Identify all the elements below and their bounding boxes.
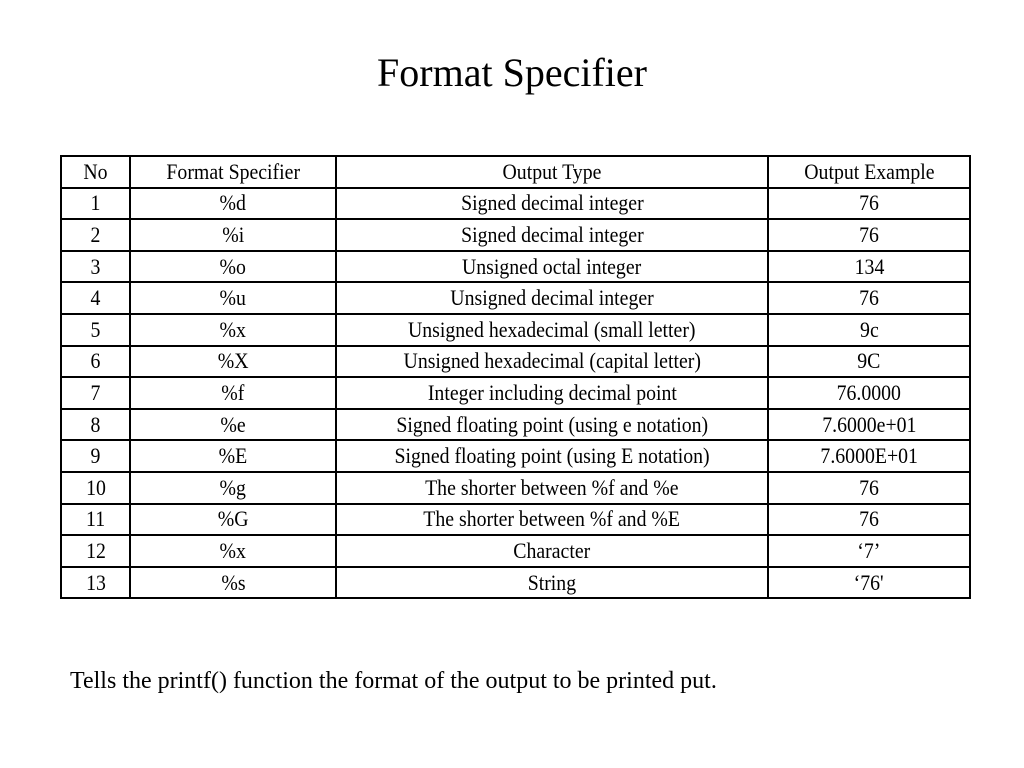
format-specifier-cell-text: %g xyxy=(219,474,247,500)
format-specifier-cell xyxy=(130,346,336,378)
format-specifier-cell-text: %u xyxy=(219,285,247,311)
format-specifier-cell xyxy=(130,314,336,346)
output-example-cell xyxy=(768,188,970,220)
output-example-cell-text: ‘7’ xyxy=(857,537,881,563)
row-number-cell-text: 13 xyxy=(85,569,106,595)
output-example-cell-text: 76 xyxy=(859,506,879,532)
output-type-cell-text: Character xyxy=(513,537,591,563)
table-row xyxy=(61,219,970,251)
output-type-cell-text: Unsigned octal integer xyxy=(462,253,642,279)
output-example-cell-text: 76 xyxy=(859,474,879,500)
output-type-cell xyxy=(336,314,768,346)
header-no xyxy=(61,156,130,188)
table-row xyxy=(61,188,970,220)
output-type-cell xyxy=(336,188,768,220)
row-number-cell-text: 1 xyxy=(90,190,101,216)
format-specifier-cell xyxy=(130,377,336,409)
row-number-cell xyxy=(61,251,130,283)
format-specifier-cell-text: %s xyxy=(220,569,246,595)
header-no-text: No xyxy=(83,158,108,184)
output-type-cell-text: String xyxy=(527,569,577,595)
output-type-cell xyxy=(336,377,768,409)
format-specifier-cell xyxy=(130,282,336,314)
output-type-cell-text: Signed floating point (using e notation) xyxy=(396,411,708,437)
header-format-specifier-text: Format Specifier xyxy=(166,158,300,184)
row-number-cell xyxy=(61,472,130,504)
output-type-cell-text: Unsigned hexadecimal (capital letter) xyxy=(403,348,701,374)
table-body xyxy=(61,188,970,599)
row-number-cell xyxy=(61,504,130,536)
output-type-cell xyxy=(336,219,768,251)
output-example-cell-text: 76 xyxy=(859,190,879,216)
output-type-cell xyxy=(336,440,768,472)
header-row xyxy=(61,156,970,188)
table-header xyxy=(61,156,970,188)
table-row xyxy=(61,504,970,536)
format-specifier-cell-text: %d xyxy=(219,190,247,216)
row-number-cell xyxy=(61,219,130,251)
output-type-cell xyxy=(336,282,768,314)
output-type-cell-text: The shorter between %f and %E xyxy=(423,506,681,532)
output-example-cell-text: 134 xyxy=(854,253,884,279)
row-number-cell xyxy=(61,314,130,346)
format-specifier-cell xyxy=(130,219,336,251)
footnote: Tells the printf() function the format of the output to be printed put. xyxy=(70,668,717,694)
row-number-cell xyxy=(61,535,130,567)
table-row xyxy=(61,377,970,409)
header-output-type xyxy=(336,156,768,188)
output-example-cell xyxy=(768,409,970,441)
row-number-cell-text: 3 xyxy=(90,253,101,279)
output-example-cell xyxy=(768,440,970,472)
output-example-cell xyxy=(768,377,970,409)
output-example-cell-text: 7.6000e+01 xyxy=(821,411,917,437)
format-specifier-table xyxy=(60,155,971,599)
row-number-cell-text: 5 xyxy=(90,316,101,342)
output-type-cell-text: Unsigned decimal integer xyxy=(450,285,654,311)
format-specifier-cell-text: %i xyxy=(221,221,244,247)
row-number-cell-text: 2 xyxy=(90,221,101,247)
output-example-cell-text: 7.6000E+01 xyxy=(820,443,918,469)
output-example-cell xyxy=(768,567,970,599)
output-example-cell xyxy=(768,282,970,314)
row-number-cell-text: 9 xyxy=(90,443,101,469)
output-type-cell-text: Unsigned hexadecimal (small letter) xyxy=(408,316,696,342)
output-example-cell-text: 76 xyxy=(859,285,879,311)
row-number-cell-text: 10 xyxy=(85,474,106,500)
output-type-cell-text: Signed decimal integer xyxy=(460,190,644,216)
output-type-cell xyxy=(336,472,768,504)
output-type-cell-text: The shorter between %f and %e xyxy=(425,474,679,500)
format-specifier-cell-text: %e xyxy=(220,411,246,437)
format-specifier-cell-text: %G xyxy=(217,506,249,532)
row-number-cell-text: 11 xyxy=(85,506,106,532)
row-number-cell-text: 8 xyxy=(90,411,101,437)
row-number-cell xyxy=(61,282,130,314)
row-number-cell-text: 12 xyxy=(85,537,106,563)
row-number-cell xyxy=(61,409,130,441)
output-example-cell-text: 76 xyxy=(859,221,879,247)
table-row xyxy=(61,251,970,283)
format-specifier-cell-text: %E xyxy=(218,443,248,469)
output-type-cell xyxy=(336,409,768,441)
format-specifier-cell xyxy=(130,188,336,220)
format-specifier-cell-text: %f xyxy=(221,379,245,405)
format-specifier-cell xyxy=(130,440,336,472)
row-number-cell-text: 4 xyxy=(90,285,101,311)
header-output-example-text: Output Example xyxy=(803,158,935,184)
table-row xyxy=(61,472,970,504)
output-example-cell-text: 76.0000 xyxy=(836,379,902,405)
output-type-cell xyxy=(336,535,768,567)
output-example-cell xyxy=(768,251,970,283)
output-type-cell xyxy=(336,567,768,599)
row-number-cell xyxy=(61,188,130,220)
output-example-cell xyxy=(768,346,970,378)
table-row xyxy=(61,282,970,314)
format-specifier-cell-text: %x xyxy=(219,537,247,563)
output-example-cell xyxy=(768,219,970,251)
output-type-cell-text: Signed decimal integer xyxy=(460,221,644,247)
header-output-example xyxy=(768,156,970,188)
header-output-type-text: Output Type xyxy=(502,158,602,184)
output-example-cell xyxy=(768,314,970,346)
format-specifier-cell xyxy=(130,409,336,441)
output-type-cell-text: Signed floating point (using E notation) xyxy=(394,443,710,469)
row-number-cell-text: 6 xyxy=(90,348,101,374)
row-number-cell xyxy=(61,567,130,599)
format-specifier-cell-text: %x xyxy=(219,316,247,342)
output-example-cell-text: 9c xyxy=(859,316,879,342)
format-specifier-cell-text: %X xyxy=(217,348,249,374)
output-type-cell-text: Integer including decimal point xyxy=(427,379,677,405)
output-type-cell xyxy=(336,504,768,536)
output-type-cell xyxy=(336,251,768,283)
table-row xyxy=(61,314,970,346)
row-number-cell-text: 7 xyxy=(90,379,101,405)
header-format-specifier xyxy=(130,156,336,188)
format-specifier-cell xyxy=(130,567,336,599)
format-specifier-cell xyxy=(130,251,336,283)
table-row xyxy=(61,440,970,472)
output-example-cell xyxy=(768,504,970,536)
slide-title: Format Specifier xyxy=(377,50,647,95)
table-row xyxy=(61,567,970,599)
format-specifier-cell xyxy=(130,472,336,504)
table-row xyxy=(61,535,970,567)
format-specifier-cell xyxy=(130,535,336,567)
table-row xyxy=(61,346,970,378)
output-example-cell xyxy=(768,535,970,567)
row-number-cell xyxy=(61,346,130,378)
output-example-cell-text: ‘76' xyxy=(854,569,884,595)
output-example-cell xyxy=(768,472,970,504)
table-row xyxy=(61,409,970,441)
output-example-cell-text: 9C xyxy=(857,348,881,374)
format-specifier-cell xyxy=(130,504,336,536)
row-number-cell xyxy=(61,440,130,472)
row-number-cell xyxy=(61,377,130,409)
output-type-cell xyxy=(336,346,768,378)
format-specifier-cell-text: %o xyxy=(219,253,247,279)
